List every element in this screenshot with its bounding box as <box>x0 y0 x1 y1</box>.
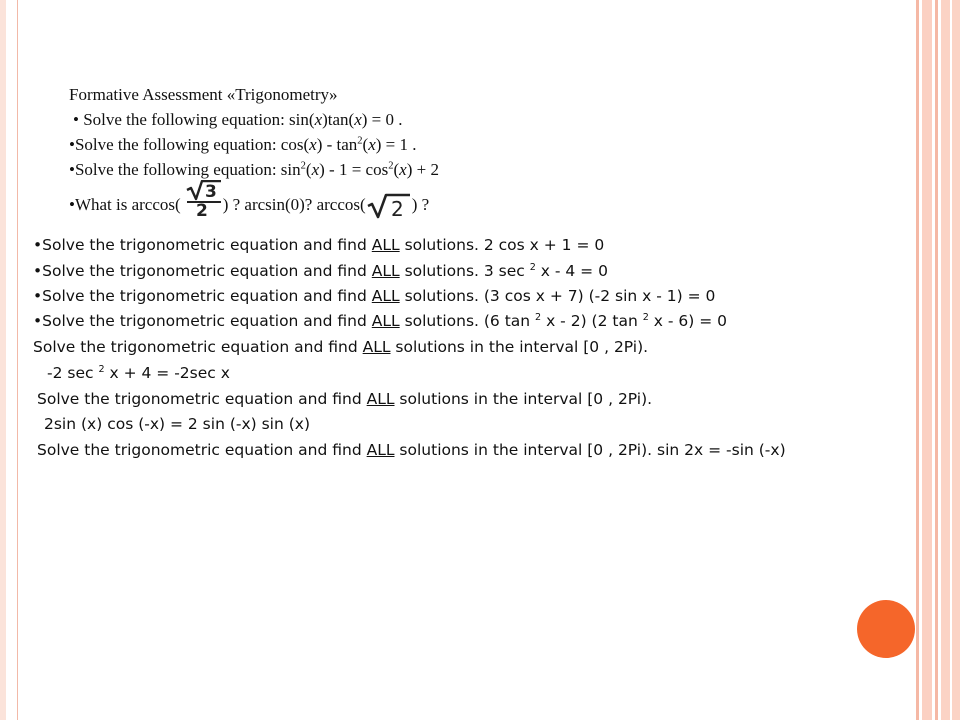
assessment-question-2: •Solve the following equation: $\cos(x) - \tan^2(x) = 1$ . <box>69 135 417 154</box>
problem-2: •Solve the trigonometric equation and find ALL solutions. 3 sec $^2$ x - 4 = 0 <box>33 261 608 280</box>
problem-3: •Solve the trigonometric equation and find ALL solutions. (3 cos x + 7) (-2 sin x - 1) = 0 <box>33 287 716 305</box>
problem-7: Solve the trigonometric equation and find ALL solutions in the interval [0 , 2Pi). sin 2x = -sin (-x) <box>37 441 786 459</box>
orange-circle-decoration <box>857 600 915 658</box>
svg-text:2: 2 <box>195 201 208 216</box>
assessment-question-1: • Solve the following equation: sin(x)tan(x) = 0 . <box>73 110 403 129</box>
sqrt3-over-2-formula <box>181 182 223 222</box>
problem-1: •Solve the trigonometric equation and find ALL solutions. 2 cos x + 1 = 0 <box>33 236 605 254</box>
problem-5: Solve the trigonometric equation and find ALL solutions in the interval [0 , 2Pi). <box>33 338 649 356</box>
problem-6: Solve the trigonometric equation and find ALL solutions in the interval [0 , 2Pi). <box>37 390 653 408</box>
sqrt2-formula <box>366 192 412 220</box>
left-border-decoration <box>0 0 18 720</box>
problem-4: •Solve the trigonometric equation and find ALL solutions. (6 tan $^2$ x - 2) (2 tan $^2$ x - 6) = 0 <box>33 311 727 330</box>
assessment-question-3: •Solve the following equation: $\sin^2(x) - 1 = \cos^2(x) + 2$ <box>69 160 439 179</box>
assessment-question-4: •What is arccos( 3 2 ) ? arcsin(0)? arccos( 2 ) ? <box>69 182 430 220</box>
assessment-title: Formative Assessment «Trigonometry» <box>69 85 338 104</box>
svg-text:2: 2 <box>390 197 404 220</box>
right-border-decoration <box>916 0 960 720</box>
svg-text:3: 3 <box>204 182 217 202</box>
problem-6-equation: 2sin (x) cos (-x) = 2 sin (-x) sin (x) <box>44 415 311 433</box>
problem-5-equation: -2 sec $^2$ x + 4 = -2sec x <box>47 363 230 382</box>
